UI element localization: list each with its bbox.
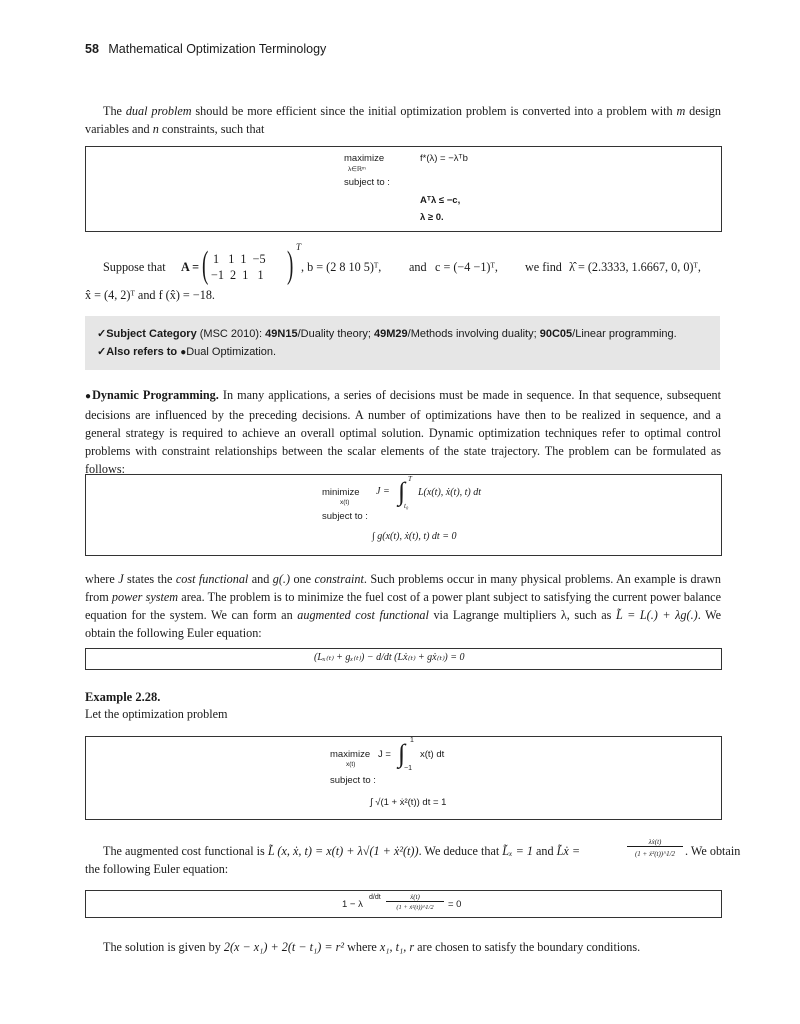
subject-to-label: subject to : bbox=[330, 775, 376, 786]
euler-equation: (Lₓ₍ₜ₎ + gₓ₍ₜ₎) − d/dt (Lẋ₍ₜ₎ + gẋ₍ₜ₎) = 0 bbox=[314, 652, 465, 663]
dual-problem-box bbox=[85, 146, 722, 232]
solution-paragraph: The solution is given by 2(x − x₁) + 2(t − t₁) = r² where x₁, t₁, r are chosen to satisfy the boundary conditions. bbox=[103, 940, 641, 954]
example-values: Suppose that A = ( 1 1 1 −5 −1 2 1 1 ) T , b = (2 8 10 5)ᵀ, and c = (−4 −1)ᵀ, we find λ̂ = (2.3333, 1.6667, 0, 0)ᵀ, bbox=[103, 242, 701, 286]
matrix-left-paren: ( bbox=[202, 244, 209, 286]
example-text: Let the optimization problem bbox=[85, 707, 228, 721]
maximize-label: maximize bbox=[344, 153, 385, 164]
maximize-subscript: λ∈ℝᵐ bbox=[348, 166, 366, 173]
integral-sign: ∫ bbox=[398, 739, 406, 768]
integrand: x(t) dt bbox=[420, 749, 445, 760]
entry-title: Dynamic Programming. bbox=[92, 388, 219, 402]
minimize-subscript: x(t) bbox=[340, 499, 350, 506]
solution-line: x̂ = (4, 2)ᵀ and f (x̂) = −18. bbox=[85, 288, 215, 302]
example-problem-box: maximize x(t) J = ∫ 1 −1 x(t) dt subject to : ∫ √(1 + ẋ²(t)) dt = 1 bbox=[85, 736, 722, 820]
dynamic-programming-paragraph: ●Dynamic Programming. In many applications, a series of decisions must be made in sequence. In that sequence, subsequent decisions are influenced by the preceding decisions. A number of optimizations have then to be realized in sequence, and a general strategy is required to achieve an overall optimal solution. Dynamic optimization techniques refer to optimal control problems with constraint relationships between the scalar elements of the state trajectory. The problem can be formulated as follows: bbox=[85, 388, 721, 476]
subject-to-label: subject to : bbox=[344, 177, 390, 188]
dp-formulation-box: minimize x(t) J = ∫ T t₀ L(x(t), ẋ(t), t) dt subject to : ∫ g(x(t), ẋ(t), t) dt = 0 bbox=[85, 474, 722, 556]
page-header bbox=[85, 42, 326, 56]
fraction-numerator: λẋ(t) bbox=[627, 838, 683, 847]
dual-optimization-link[interactable]: Dual Optimization. bbox=[186, 346, 277, 358]
integral-sign: ∫ bbox=[398, 477, 406, 506]
minimize-label: minimize bbox=[322, 487, 360, 498]
maximize-subscript: x(t) bbox=[346, 761, 356, 768]
subject-category-line: ✓Subject Category (MSC 2010): 49N15/Duality theory; 49M29/Methods involving duality; 90C05/Linear programming. bbox=[97, 328, 677, 340]
maximize-label: maximize bbox=[330, 749, 371, 760]
also-refers-line: ✓Also refers to ●Dual Optimization. bbox=[97, 346, 277, 358]
constraint-1: Aᵀλ ≤ −c, bbox=[420, 195, 461, 206]
subject-to-label: subject to : bbox=[322, 511, 368, 522]
dp-constraint: ∫ g(x(t), ẋ(t), t) dt = 0 bbox=[372, 531, 457, 542]
cost-functional-paragraph: where J states the cost functional and g(.) one constraint. Such problems occur in many physical problems. An example is drawn from power system area. The problem is to minimize the fuel cost of a power plant subject to satisfying the current power balance equation for the system. We can form an augmented cost functional via Lagrange multipliers λ, such as L̃ = L(.) + λg(.). We obtain the following Euler equation: bbox=[85, 572, 722, 640]
page-number: 58 bbox=[85, 42, 99, 56]
integrand: L(x(t), ẋ(t), t) dt bbox=[418, 487, 482, 498]
example-euler-box: 1 − λ d/dt ẋ(t) (1 + ẋ²(t))^1/2 = 0 bbox=[85, 890, 722, 918]
example-constraint: ∫ √(1 + ẋ²(t)) dt = 1 bbox=[370, 797, 447, 808]
euler-equation-box bbox=[85, 648, 722, 670]
dual-problem-paragraph: The dual problem should be more efficient since the initial optimization problem is converted into a problem with m design variables and n constraints, such that bbox=[85, 104, 721, 136]
running-title: Mathematical Optimization Terminology bbox=[108, 42, 327, 56]
subject-category-box bbox=[85, 316, 720, 370]
constraint-2: λ ≥ 0. bbox=[420, 212, 444, 223]
dual-objective: f*(λ) = −λᵀb bbox=[420, 153, 468, 164]
example-title: Example 2.28. bbox=[85, 690, 161, 704]
fraction-denominator: (1 + ẋ²(t))^1/2 bbox=[634, 850, 676, 858]
matrix-row-2: −1 2 1 1 bbox=[211, 268, 264, 282]
euler-intro: the following Euler equation: bbox=[85, 862, 229, 876]
augmented-cost-paragraph: The augmented cost functional is L̃ (x, ẋ, t) = x(t) + λ√(1 + ẋ²(t)). We deduce that L̃ₓ = 1 and L̃ẋ = λẋ(t) (1 + ẋ²(t))^1/2 . We obtain bbox=[103, 838, 741, 858]
matrix-row-1: 1 1 1 −5 bbox=[213, 252, 266, 266]
matrix-right-paren: ) bbox=[287, 244, 294, 286]
